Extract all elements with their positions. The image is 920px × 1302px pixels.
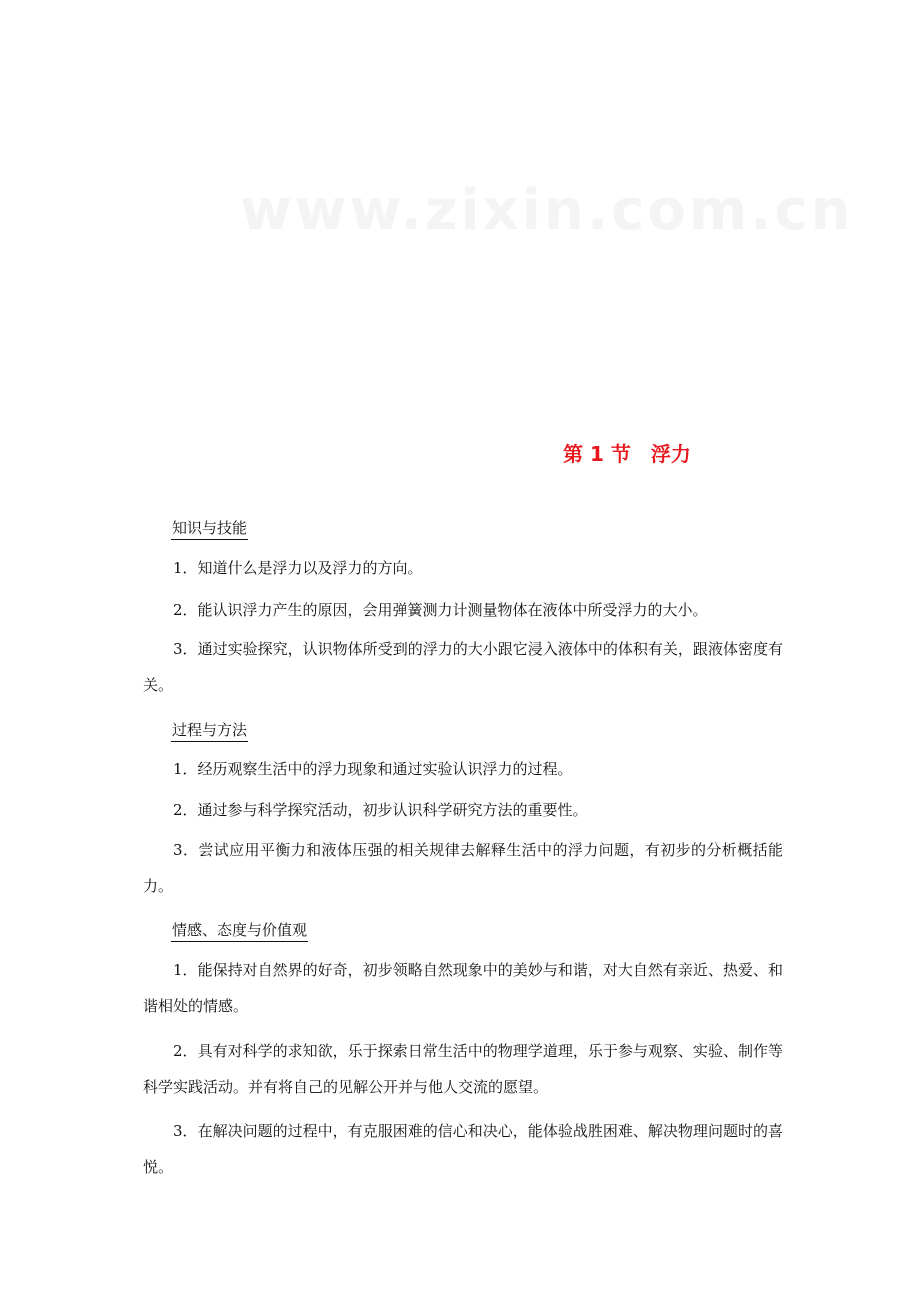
- list-item: 1．经历观察生活中的浮力现象和通过实验认识浮力的过程。: [173, 760, 573, 778]
- list-item: 3．尝试应用平衡力和液体压强的相关规律去解释生活中的浮力问题，有初步的分析概括能力。: [143, 841, 783, 895]
- list-item: 3．在解决问题的过程中，有克服困难的信心和决心，能体验战胜困难、解决物理问题时的喜悦。: [143, 1122, 783, 1176]
- list-item: 2．具有对科学的求知欲，乐于探索日常生活中的物理学道理，乐于参与观察、实验、制作等科学实践活动。并有将自己的见解公开并与他人交流的愿望。: [143, 1042, 783, 1096]
- section-heading-knowledge-skills: 知识与技能: [171, 518, 248, 540]
- list-item: 3．通过实验探究，认识物体所受到的浮力的大小跟它浸入液体中的体积有关，跟液体密度有关。: [143, 640, 783, 694]
- list-item: 1．知道什么是浮力以及浮力的方向。: [173, 559, 423, 577]
- list-item: 2．通过参与科学探究活动，初步认识科学研究方法的重要性。: [173, 801, 588, 819]
- watermark: www.zixin.com.cn: [240, 178, 854, 243]
- section-heading-emotion-attitude-values: 情感、态度与价值观: [171, 920, 308, 942]
- list-item: 2．能认识浮力产生的原因，会用弹簧测力计测量物体在液体中所受浮力的大小。: [173, 601, 708, 619]
- list-item: 1．能保持对自然界的好奇，初步领略自然现象中的美妙与和谐，对大自然有亲近、热爱、和谐相处的情感。: [143, 961, 783, 1015]
- page-title: 第 1 节 浮力: [563, 442, 691, 466]
- section-heading-process-methods: 过程与方法: [171, 720, 248, 742]
